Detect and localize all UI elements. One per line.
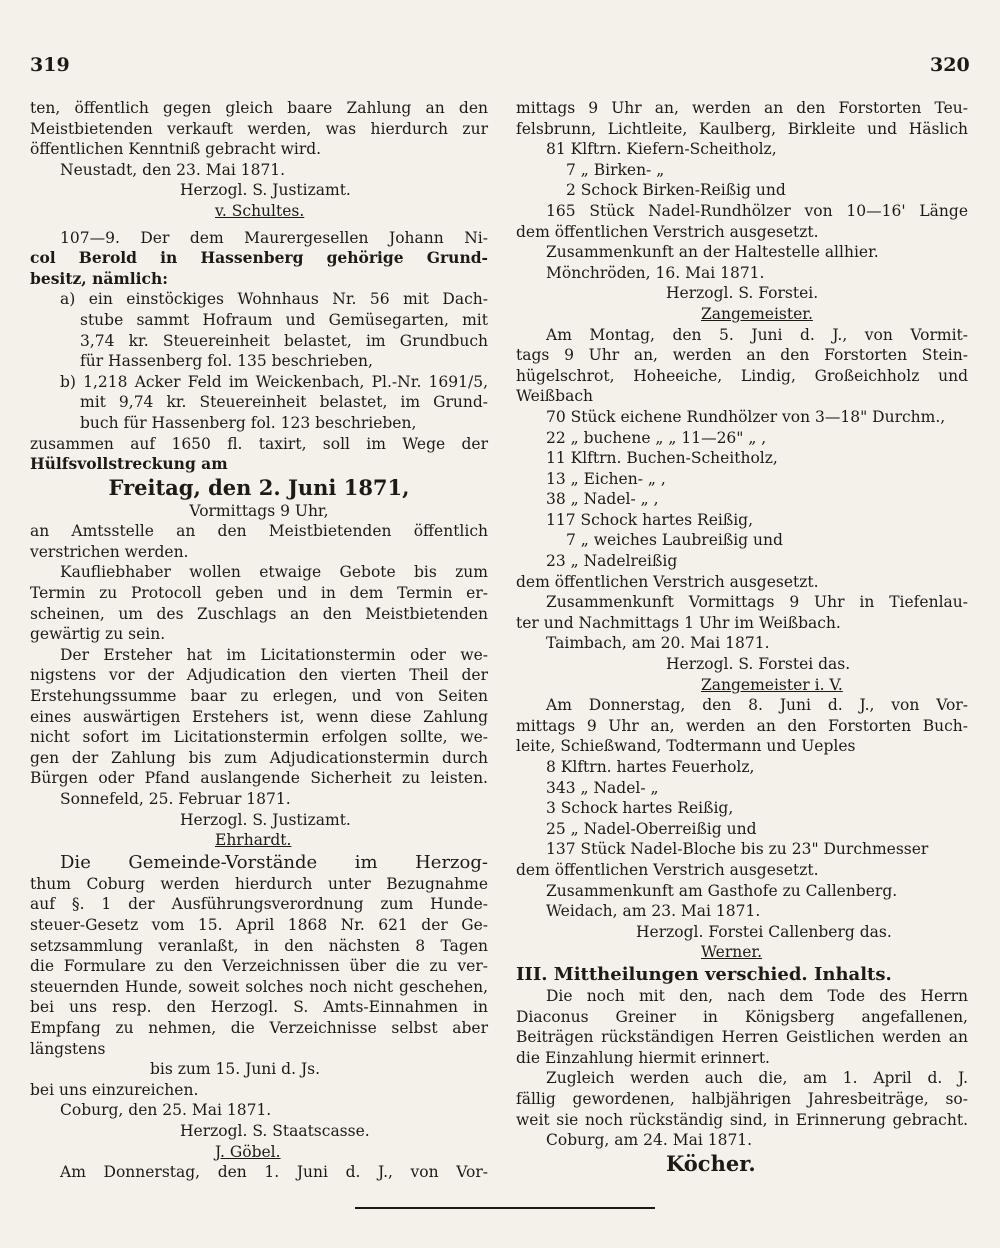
text-line: scheinen, um des Zuschlags an den Meistbietenden [30, 604, 488, 623]
text-line: Am Donnerstag, den 1. Juni d. J., von Vor- [60, 1163, 488, 1182]
text-line: felsbrunn, Lichtleite, Kaulberg, Birkleite und Häslich [516, 119, 968, 138]
text-line: dem öffentlichen Verstrich ausgesetzt. [516, 860, 819, 879]
text-line: 165 Stück Nadel-Rundhölzer von 10—16' Länge [546, 201, 968, 220]
text-line: col Berold in Hassenberg gehörige Grund- [30, 248, 488, 268]
text-line: Hülfsvollstreckung am [30, 454, 228, 474]
text-line: leite, Schießwand, Todtermann und Ueples [516, 737, 856, 756]
text-line: Zusammenkunft Vormittags 9 Uhr in Tiefenlau- [546, 593, 968, 612]
text-line: fällig gewordenen, halbjährigen Jahresbeiträge, so- [516, 1089, 968, 1108]
text-line: 22 „ buchene „ „ 11—26" „ , [546, 428, 767, 447]
text-line: Werner. [701, 943, 763, 962]
page-number-left: 319 [30, 54, 70, 76]
text-line: Zusammenkunft am Gasthofe zu Callenberg. [546, 881, 898, 900]
text-line: Zangemeister. [701, 304, 813, 323]
text-line: die Einzahlung hiermit erinnert. [516, 1048, 770, 1067]
text-line: Ehrhardt. [215, 831, 292, 850]
text-line: mittags 9 Uhr an, werden an den Forstorten Buch- [516, 716, 968, 735]
text-line: bei uns einzureichen. [30, 1080, 199, 1099]
text-line: dem öffentlichen Verstrich ausgesetzt. [516, 222, 819, 241]
text-line: 25 „ Nadel-Oberreißig und [546, 819, 757, 838]
text-line: bei uns resp. den Herzogl. S. Amts-Einnahmen in [30, 998, 488, 1017]
text-line: steuer-Gesetz vom 15. April 1868 Nr. 621 der Ge- [30, 915, 488, 934]
text-line: die Formulare zu den Verzeichnissen über die zu ver- [30, 957, 488, 976]
text-line: thum Coburg werden hierdurch unter Bezugnahme [30, 874, 488, 893]
text-line: Erstehungssumme baar zu erlegen, und von Seiten [30, 687, 488, 706]
text-line: Herzogl. S. Staatscasse. [180, 1121, 370, 1140]
text-line: III. Mittheilungen verschied. Inhalts. [516, 963, 892, 985]
text-line: Diaconus Greiner in Königsberg angefallenen, [516, 1007, 968, 1026]
text-line: für Hassenberg fol. 135 beschrieben, [80, 352, 373, 371]
text-line: 343 „ Nadel- „ [546, 778, 659, 797]
page-number-right: 320 [930, 54, 970, 76]
text-line: gen der Zahlung bis zum Adjudicationstermin durch [30, 748, 488, 767]
text-line: Herzogl. S. Forstei das. [666, 655, 851, 674]
text-line: Kaufliebhaber wollen etwaige Gebote bis zum [60, 563, 488, 582]
text-line: a) ein einstöckiges Wohnhaus Nr. 56 mit Dach- [60, 290, 488, 309]
text-line: besitz, nämlich: [30, 268, 168, 288]
text-line: Sonnefeld, 25. Februar 1871. [60, 790, 291, 808]
text-line: dem öffentlichen Verstrich ausgesetzt. [516, 572, 819, 591]
text-line: J. Göbel. [215, 1142, 281, 1161]
bottom-rule [355, 1207, 655, 1209]
text-line: ten, öffentlich gegen gleich baare Zahlung an den [30, 99, 488, 117]
text-line: bis zum 15. Juni d. Js. [150, 1060, 321, 1079]
text-line: Weidach, am 23. Mai 1871. [546, 902, 761, 921]
text-line: nicht sofort im Licitationstermin erfolgen sollte, we- [30, 728, 488, 747]
text-line: Coburg, den 25. Mai 1871. [60, 1101, 272, 1120]
text-line: mittags 9 Uhr an, werden an den Forstorten Teu- [516, 99, 968, 117]
left-text-column [30, 98, 488, 1183]
text-line: nigstens vor der Adjudication den vierten Theil der [30, 666, 488, 685]
text-line: 70 Stück eichene Rundhölzer von 3—18" Durchm., [546, 407, 946, 426]
text-line: 117 Schock hartes Reißig, [546, 510, 754, 529]
text-line: Beiträgen rückständigen Herren Geistlichen werden an [516, 1028, 968, 1047]
text-line: Mönchröden, 16. Mai 1871. [546, 263, 765, 282]
text-line: Meistbietenden verkauft werden, was hierdurch zur [30, 119, 488, 138]
text-line: Zugleich werden auch die, am 1. April d. J. [546, 1069, 968, 1088]
text-line: eines auswärtigen Erstehers ist, wenn diese Zahlung [30, 707, 488, 726]
text-line: v. Schultes. [215, 201, 305, 220]
text-line: 7 „ weiches Laubreißig und [566, 531, 783, 550]
text-line: 8 Klftrn. hartes Feuerholz, [546, 758, 755, 776]
text-line: Neustadt, den 23. Mai 1871. [60, 160, 286, 179]
text-line: 107—9. Der dem Maurergesellen Johann Ni- [60, 228, 488, 247]
text-line: ter und Nachmittags 1 Uhr im Weißbach. [516, 613, 841, 632]
text-line: 13 „ Eichen- „ , [546, 469, 666, 488]
text-line: 81 Klftrn. Kiefern-Scheitholz, [546, 140, 777, 159]
text-line: Die noch mit den, nach dem Tode des Herrn [546, 986, 968, 1005]
text-line: Herzogl. Forstei Callenberg das. [636, 922, 892, 941]
text-line: Freitag, den 2. Juni 1871, [108, 474, 410, 500]
text-line: mit 9,74 kr. Steuereinheit belastet, im Grund- [80, 393, 488, 412]
text-line: 23 „ Nadelreißig [546, 552, 678, 571]
text-line: Bürgen oder Pfand auslangende Sicherheit zu leisten. [30, 769, 488, 788]
text-line: Am Donnerstag, den 8. Juni d. J., von Vor- [546, 696, 968, 715]
text-line: setzsammlung veranlaßt, in den nächsten 8 Tagen [30, 936, 488, 955]
text-line: an Amtsstelle an den Meistbietenden öffentlich [30, 522, 488, 541]
text-line: Coburg, am 24. Mai 1871. [546, 1131, 753, 1150]
text-line: Taimbach, am 20. Mai 1871. [546, 634, 770, 653]
text-line: Termin zu Protocoll geben und in dem Termin er- [30, 584, 488, 603]
text-line: verstrichen werden. [30, 542, 189, 561]
text-line: Köcher. [666, 1150, 756, 1176]
text-line: 11 Klftrn. Buchen-Scheitholz, [546, 449, 778, 468]
text-line: 7 „ Birken- „ [566, 160, 665, 179]
text-line: 137 Stück Nadel-Bloche bis zu 23" Durchmesser [546, 840, 929, 859]
text-line: Die Gemeinde-Vorstände im Herzog- [60, 851, 488, 873]
text-line: Herzogl. S. Justizamt. [180, 181, 351, 200]
text-line: zusammen auf 1650 fl. taxirt, soll im Wege der [30, 434, 488, 453]
text-line: hügelschrot, Hoheeiche, Lindig, Großeichholz und [516, 366, 968, 385]
text-line: 3,74 kr. Steuereinheit belastet, im Grundbuch [80, 331, 488, 350]
text-line: b) 1,218 Acker Feld im Weickenbach, Pl.-Nr. 1691/5, [60, 372, 488, 391]
text-line: gewärtig zu sein. [30, 625, 166, 644]
text-line: auf §. 1 der Ausführungsverordnung zum Hunde- [30, 895, 488, 914]
text-line: Vormittags 9 Uhr, [189, 501, 329, 520]
right-text-column [516, 98, 968, 1177]
text-line: tags 9 Uhr an, werden an den Forstorten Stein- [516, 346, 968, 365]
text-line: öffentlichen Kenntniß gebracht wird. [30, 140, 322, 159]
text-line: Empfang zu nehmen, die Verzeichnisse selbst aber [30, 1018, 488, 1037]
text-line: weit sie noch rückständig sind, in Erinnerung gebracht. [516, 1110, 968, 1129]
text-line: 38 „ Nadel- „ , [546, 490, 659, 509]
text-line: steuernden Hunde, soweit solches noch nicht geschehen, [30, 977, 488, 996]
text-line: Weißbach [516, 387, 593, 406]
text-line: Herzogl. S. Forstei. [666, 284, 819, 303]
text-line: längstens [30, 1039, 106, 1058]
text-line: stube sammt Hofraum und Gemüsegarten, mit [80, 310, 488, 329]
text-line: Am Montag, den 5. Juni d. J., von Vormit- [546, 325, 968, 344]
text-line: Herzogl. S. Justizamt. [180, 810, 351, 829]
text-line: 2 Schock Birken-Reißig und [566, 181, 786, 200]
text-line: 3 Schock hartes Reißig, [546, 799, 734, 818]
text-line: buch für Hassenberg fol. 123 beschrieben, [80, 413, 417, 432]
text-line: Der Ersteher hat im Licitationstermin oder we- [60, 645, 488, 664]
text-line: Zusammenkunft an der Haltestelle allhier. [546, 243, 879, 262]
text-line: Zangemeister i. V. [701, 675, 843, 694]
